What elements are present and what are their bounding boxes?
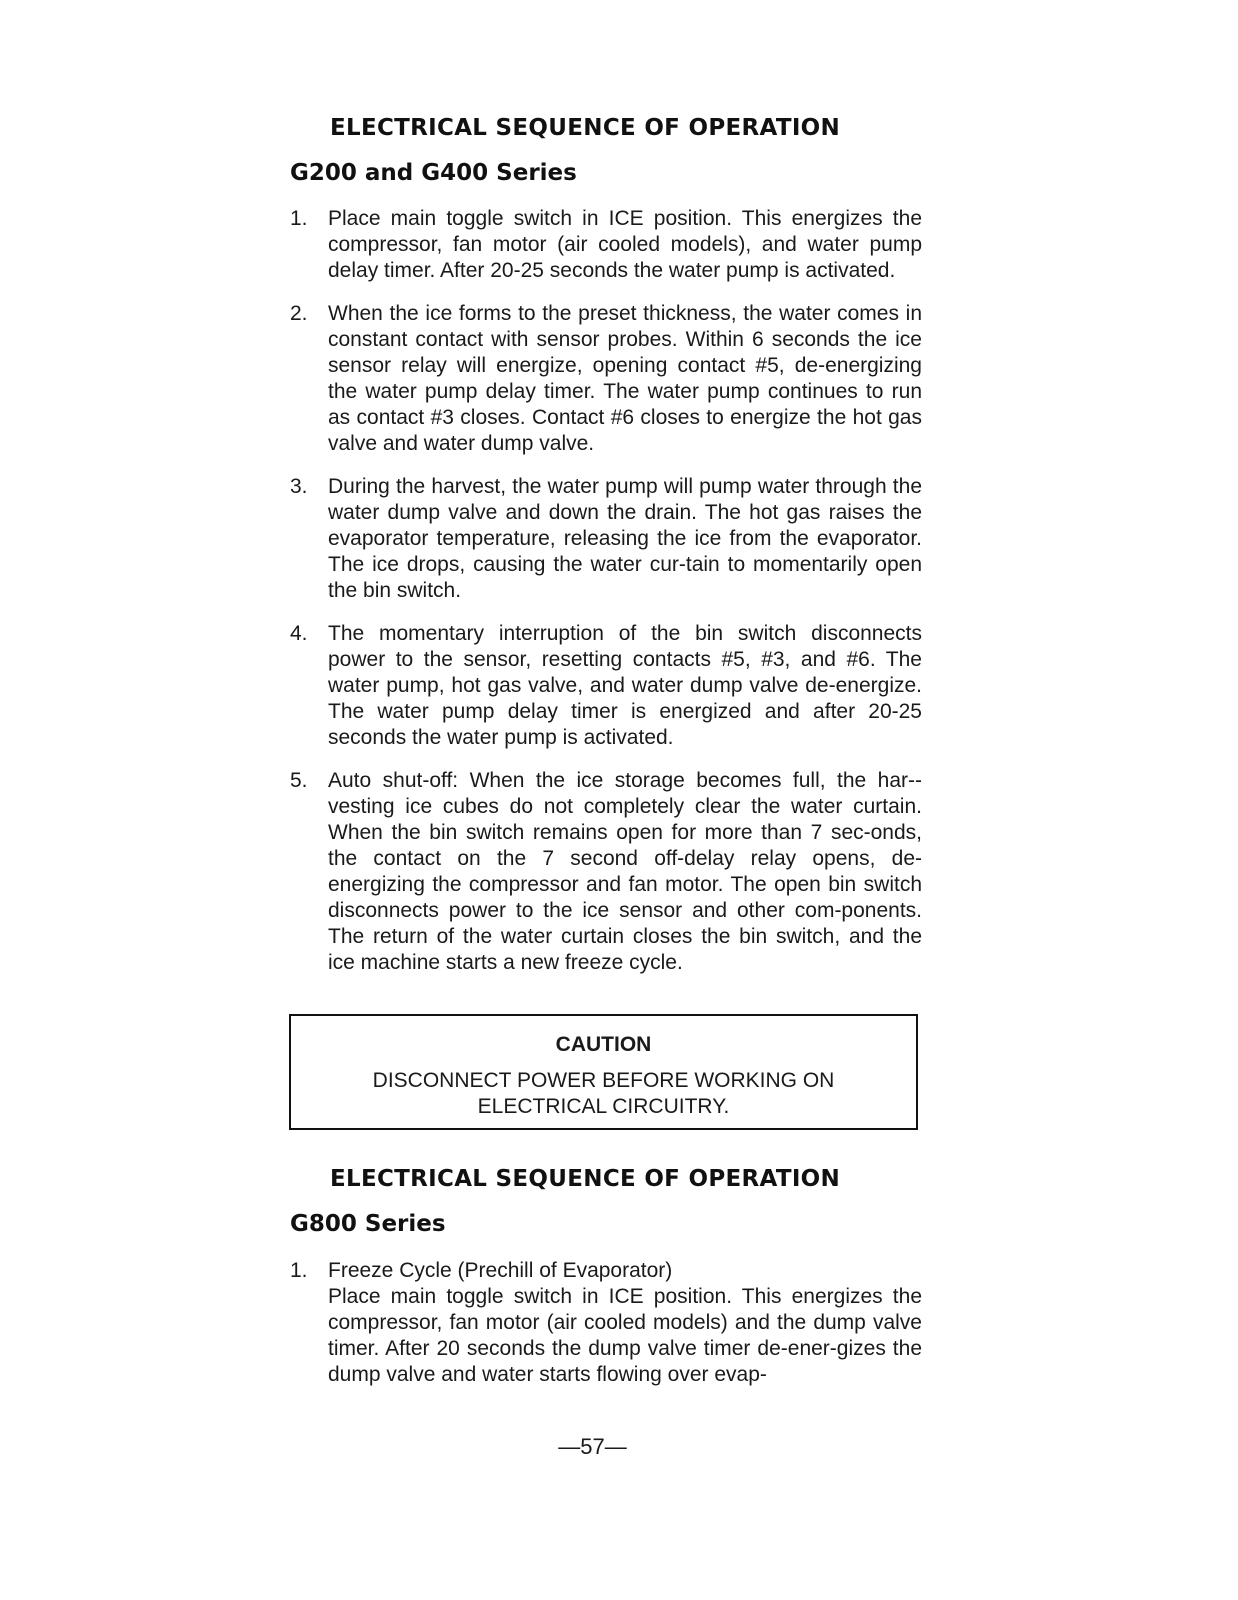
list-item: [290, 474, 922, 604]
section-heading-g200-g400: ELECTRICAL SEQUENCE OF OPERATION: [330, 115, 841, 141]
step-text: During the harvest, the water pump will pump water through the water dump valve and down the drain. The hot gas raises the evaporator temperature, releasing the ice from the evaporator. The ice drops, causing the water cur-tain to momentarily open the bin switch.: [328, 475, 922, 602]
step-number: 5.: [290, 769, 308, 792]
caution-title: CAUTION: [555, 1033, 652, 1056]
list-item: [290, 206, 922, 284]
step-text: The momentary interruption of the bin switch disconnects power to the sensor, resetting contacts #5, #3, and #6. The water pump, hot gas valve, and water dump valve de-energize. The water pump delay timer is energized and after 20-25 seconds the water pump is activated.: [328, 622, 922, 749]
step-number: 1.: [290, 1259, 308, 1282]
step-text: When the ice forms to the preset thickness, the water comes in constant contact with sensor probes. Within 6 seconds the ice sensor relay will energize, opening contact #5, de-energizing the water pump delay timer. The water pump continues to run as contact #3 closes. Contact #6 closes to energize the hot gas valve and water dump valve.: [328, 302, 922, 455]
step-number: 4.: [290, 622, 308, 645]
step-text: Auto shut-off: When the ice storage becomes full, the har-vesting ice cubes do not completely clear the water curtain. When the bin switch remains open for more than 7 sec-onds, the contact on the 7 second off-delay relay opens, de-energizing the compressor and fan motor. The open bin switch disconnects power to the ice sensor and other com-ponents. The return of the water curtain closes the bin switch, and the ice machine starts a new freeze cycle.: [328, 769, 922, 974]
list-item: [290, 768, 922, 976]
caution-text: DISCONNECT POWER BEFORE WORKING ON ELECTRICAL CIRCUITRY.: [372, 1069, 835, 1118]
step-list-g200-g400: [290, 206, 922, 993]
list-item: [290, 1258, 922, 1388]
step-number: 3.: [290, 475, 308, 498]
list-item: [290, 621, 922, 751]
step-title: Freeze Cycle (Prechill of Evaporator): [328, 1259, 673, 1282]
series-subheading-g200-g400: G200 and G400 Series: [290, 160, 577, 186]
page-number: —57—: [558, 1434, 627, 1459]
step-text: Place main toggle switch in ICE position. This energizes the compressor, fan motor (air cooled models), and water pump delay timer. After 20-25 seconds the water pump is activated.: [328, 207, 922, 282]
step-number: 1.: [290, 207, 308, 230]
section-heading-g800: ELECTRICAL SEQUENCE OF OPERATION: [330, 1166, 841, 1192]
step-number: 2.: [290, 302, 308, 325]
series-subheading-g800: G800 Series: [290, 1211, 446, 1237]
list-item: [290, 301, 922, 457]
step-list-g800: [290, 1258, 922, 1405]
step-text: Place main toggle switch in ICE position. This energizes the compressor, fan motor (air cooled models) and the dump valve timer. After 20 seconds the dump valve timer de-ener-gizes the dump valve and water starts flowing over evap-: [328, 1285, 922, 1386]
caution-box: [289, 1014, 918, 1130]
